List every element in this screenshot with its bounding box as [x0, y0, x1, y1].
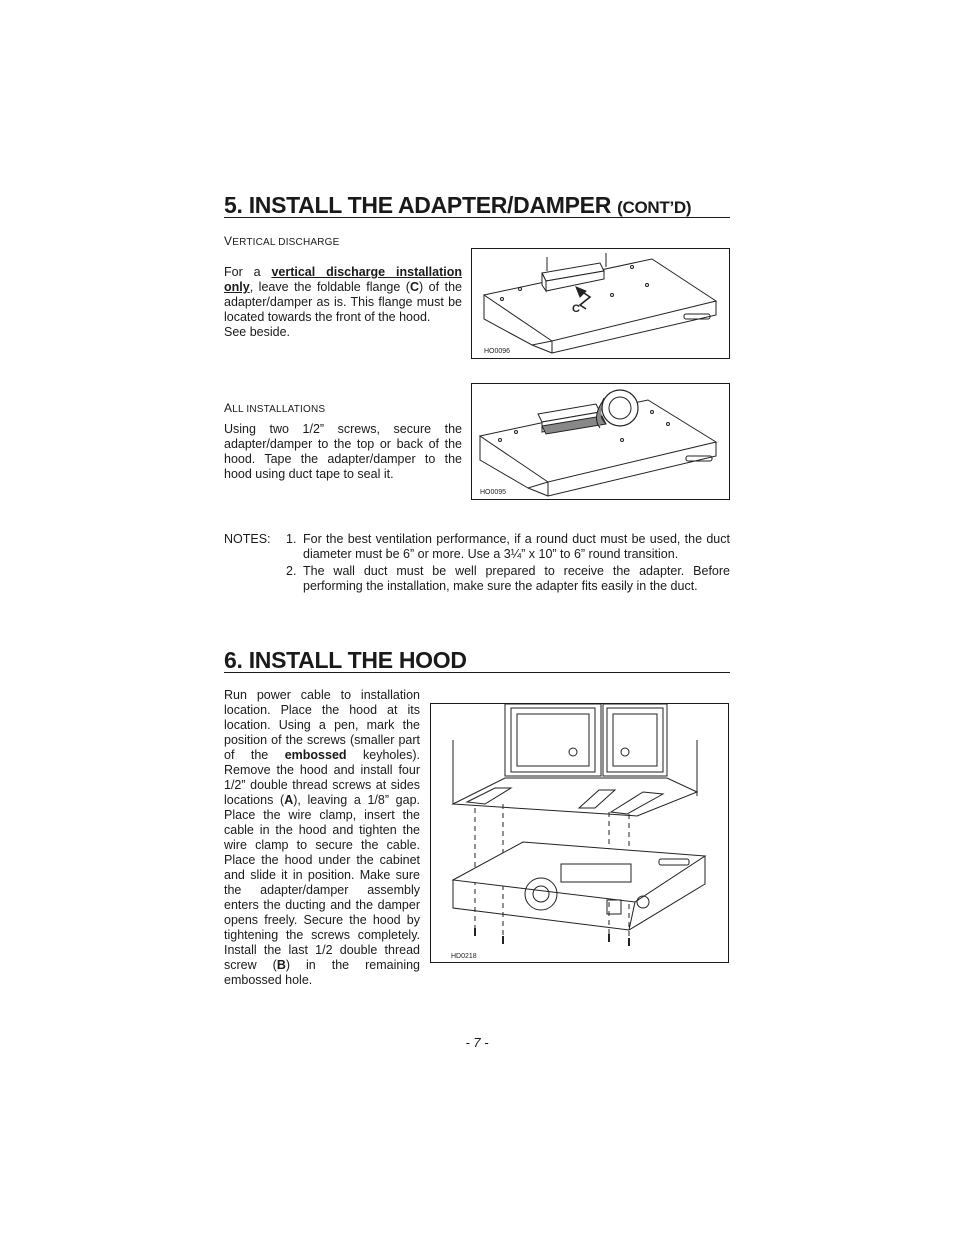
note-1-number: 1. [286, 532, 297, 546]
hood-with-adapter-illustration [472, 249, 729, 358]
hood-under-cabinet-illustration [431, 704, 728, 962]
section-5-title [224, 192, 691, 219]
hood-with-duct-tape-illustration [472, 384, 729, 499]
all-installations-text: Using two 1/2” screws, secure the adapter/damper to the top or back of the hood. Tape the adapter/damper to the hood using duct tape to seal it. [224, 422, 462, 481]
install-hood-text: Run power cable to installation location. Place the hood at its location. Using a pen, mark the position of the screws (smaller part of the embossed keyholes). Remove the hood and install four 1/2” double thread screws at sides locations (A), leaving a 1/8” gap. Place the wire clamp, insert the cable in the hood and tighten the wire clamp to secure the cable. Place the hood under the cabinet and slide it in position. Make sure the adapter/damper assembly enters the ducting and the damper opens freely. Secure the hood by tightening the screws completely. Install the last 1/2 double thread screw (B) in the remaining embossed hole. [224, 688, 421, 987]
see-beside-text: See beside. [224, 325, 291, 339]
flange-letter-c: C [409, 280, 420, 294]
vertical-discharge-heading: VERTICAL DISCHARGE [224, 234, 340, 248]
vertical-discharge-emphasis: vertical discharge installation only [224, 265, 462, 294]
note-1-text: For the best ventilation performance, if a round duct must be used, the duct diameter must be 6” or more. Use a 3¼” x 10” to 6” round transition. [303, 532, 730, 561]
screw-letter-b: B [276, 958, 286, 972]
notes-label: NOTES: [224, 532, 271, 546]
embossed-emphasis: embossed [284, 748, 347, 762]
figure-code-ho0096: HO0096 [484, 348, 511, 355]
section-6-heading: INSTALL THE HOOD [248, 647, 467, 673]
figure-label-c: C [572, 303, 580, 315]
section-6-rule [224, 672, 730, 673]
all-installations-heading: ALL INSTALLATIONS [224, 401, 326, 415]
figure-install-hood [430, 703, 729, 963]
figure-vertical-discharge [471, 248, 730, 359]
screw-letter-a: A [284, 793, 294, 807]
page-number: - 7 - [465, 1035, 489, 1050]
section-5-heading: INSTALL THE ADAPTER/DAMPER [248, 192, 612, 218]
section-5-number: 5. [224, 192, 243, 218]
section-6-title [224, 647, 467, 674]
section-5-suffix: (CONT’D) [617, 198, 692, 217]
figure-code-ho0095: HO0095 [480, 489, 507, 496]
section-6-number: 6. [224, 647, 243, 673]
note-2-text: The wall duct must be well prepared to receive the adapter. Before performing the installation, make sure the adapter fits easily in the duct. [303, 564, 730, 593]
figure-all-installations [471, 383, 730, 500]
section-5-rule [224, 217, 730, 218]
note-2-number: 2. [286, 564, 297, 578]
vertical-discharge-text: For a vertical discharge installation only, leave the foldable flange (C) of the adapter/damper as is. This flange must be located towards the front of the hood. See beside. [224, 265, 462, 339]
figure-code-hd0218: HD0218 [451, 953, 477, 960]
